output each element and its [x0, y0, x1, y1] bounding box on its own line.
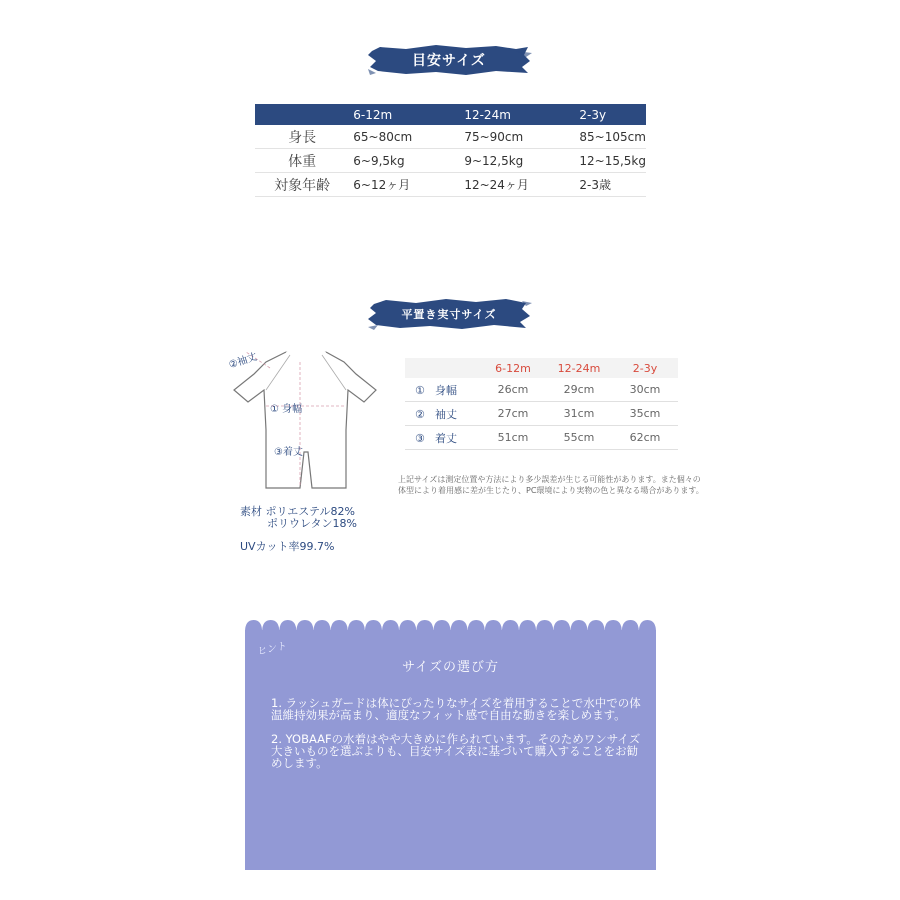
row-label-text: 袖丈	[435, 407, 457, 421]
table-row	[405, 378, 678, 402]
table-cell: 6~12ヶ月	[349, 173, 454, 197]
table-cell: 30cm	[612, 378, 678, 402]
table-cell: 51cm	[480, 426, 546, 450]
row-label: 対象年齢	[255, 173, 349, 197]
table-cell: 12~24ヶ月	[454, 173, 565, 197]
table-row	[255, 173, 646, 197]
row-number: ①	[415, 383, 425, 397]
banner-flat-measurements-label: 平置き実寸サイズ	[401, 308, 497, 321]
measurement-disclaimer: 上記サイズは測定位置や方法により多少誤差が生じる可能性があります。また個々の体型により着用感に差が生じたり、PC環境により実物の色と異なる場合があります。	[398, 475, 704, 495]
size-guide-table	[255, 104, 646, 197]
flat-measurements-table	[405, 358, 678, 450]
row-label-text: 身幅	[435, 383, 457, 397]
row-label	[405, 378, 480, 402]
tip-paragraph-1: 1. ラッシュガードは体にぴったりなサイズを着用することで水中での体温維持効果が高まり、適度なフィット感で自由な動きを楽しめます。	[271, 696, 641, 722]
table-cell: 12~15,5kg	[565, 149, 646, 173]
banner-size-guide	[366, 43, 532, 77]
body-length-label: ③着丈	[274, 447, 303, 458]
table-row	[255, 125, 646, 149]
table-header-cell: 12-24m	[454, 104, 565, 125]
row-label: 身長	[255, 125, 349, 149]
row-label-text: 着丈	[435, 431, 457, 445]
table-cell: 31cm	[546, 402, 612, 426]
table-cell: 62cm	[612, 426, 678, 450]
tip-card-title: サイズの選び方	[402, 660, 499, 675]
row-label: 体重	[255, 149, 349, 173]
table-cell: 55cm	[546, 426, 612, 450]
table-cell: 65~80cm	[349, 125, 454, 149]
table-cell: 75~90cm	[454, 125, 565, 149]
table-cell: 29cm	[546, 378, 612, 402]
table-header-cell: 12-24m	[546, 358, 612, 378]
sleeve-length-label: ②袖丈	[227, 351, 259, 372]
material-line-1: 素材 ポリエステル82%	[240, 505, 355, 518]
table-header-cell	[255, 104, 349, 125]
row-label	[405, 402, 480, 426]
chest-width-label: ① 身幅	[270, 404, 303, 415]
table-header-cell: 6-12m	[349, 104, 454, 125]
table-header-cell: 2-3y	[565, 104, 646, 125]
table-cell: 2-3歳	[565, 173, 646, 197]
uv-cut-rate: UVカット率99.7%	[240, 540, 335, 553]
tip-paragraph-2: 2. YOBAAFの水着はやや大きめに作られています。そのためワンサイズ大きいものを選ぶよりも、目安サイズ表に基づいて購入することをお勧めします。	[271, 732, 641, 770]
garment-diagram	[226, 340, 386, 500]
row-number: ②	[415, 407, 425, 421]
table-header-cell: 6-12m	[480, 358, 546, 378]
table-cell: 9~12,5kg	[454, 149, 565, 173]
row-number: ③	[415, 431, 425, 445]
banner-flat-measurements	[366, 297, 532, 331]
table-cell: 26cm	[480, 378, 546, 402]
material-line-2: ポリウレタン18%	[267, 517, 358, 530]
table-cell: 85~105cm	[565, 125, 646, 149]
table-header-cell	[405, 358, 480, 378]
table-row	[255, 149, 646, 173]
table-header-cell: 2-3y	[612, 358, 678, 378]
hint-label: ヒント	[255, 640, 288, 658]
table-cell: 6~9,5kg	[349, 149, 454, 173]
tip-card-body	[271, 697, 641, 781]
banner-size-guide-label: 目安サイズ	[412, 53, 486, 69]
table-cell: 35cm	[612, 402, 678, 426]
table-row	[405, 426, 678, 450]
table-row	[405, 402, 678, 426]
material-info	[240, 506, 357, 530]
table-cell: 27cm	[480, 402, 546, 426]
row-label	[405, 426, 480, 450]
